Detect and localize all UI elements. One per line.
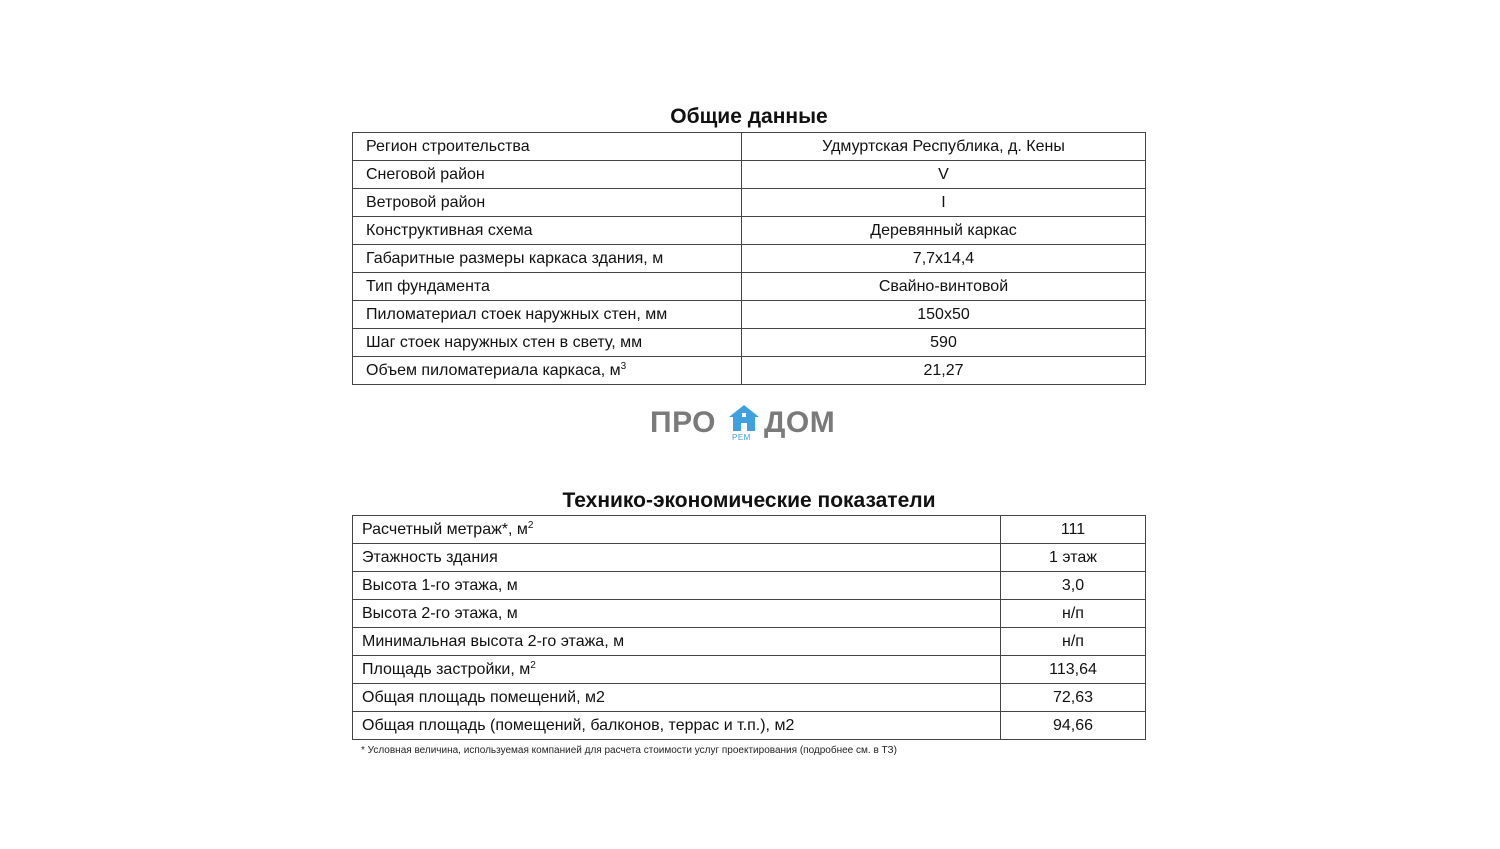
table-row <box>353 544 1146 572</box>
table-row <box>353 684 1146 712</box>
row-label-text: Объем пиломатериала каркаса, м <box>366 362 621 379</box>
row-value: Свайно-винтовой <box>742 273 1146 301</box>
row-label: Высота 2-го этажа, м <box>353 600 1001 628</box>
row-label <box>353 357 742 385</box>
company-logo <box>650 402 850 446</box>
row-label: Регион строительства <box>353 133 742 161</box>
table-row <box>353 516 1146 544</box>
table-row <box>353 712 1146 740</box>
row-value: 111 <box>1001 516 1146 544</box>
row-label: Конструктивная схема <box>353 217 742 245</box>
row-value: 7,7x14,4 <box>742 245 1146 273</box>
table-row <box>353 600 1146 628</box>
row-label: Габаритные размеры каркаса здания, м <box>353 245 742 273</box>
row-label: Ветровой район <box>353 189 742 217</box>
row-value: 3,0 <box>1001 572 1146 600</box>
table-row <box>353 217 1146 245</box>
row-value: 21,27 <box>742 357 1146 385</box>
table-row <box>353 189 1146 217</box>
row-label: Общая площадь помещений, м2 <box>353 684 1001 712</box>
tech-econ-title: Технико-экономические показатели <box>562 489 936 512</box>
row-value: Деревянный каркас <box>742 217 1146 245</box>
table-row <box>353 301 1146 329</box>
logo-subtext: РЕМ <box>732 433 751 442</box>
row-label-text: Площадь застройки, м <box>362 661 531 678</box>
table-row <box>353 628 1146 656</box>
logo-text-right: ДОМ <box>764 406 836 439</box>
footnote: * Условная величина, используемая компанией для расчета стоимости услуг проектирования (подробнее см. в ТЗ) <box>361 745 897 756</box>
unit-superscript: 2 <box>527 520 534 531</box>
row-label <box>353 656 1001 684</box>
row-value: 94,66 <box>1001 712 1146 740</box>
row-label <box>353 516 1001 544</box>
row-label: Снеговой район <box>353 161 742 189</box>
tech-econ-table <box>352 515 1146 740</box>
row-label-text: Расчетный метраж*, м <box>362 521 528 538</box>
row-value: н/п <box>1001 600 1146 628</box>
row-value: н/п <box>1001 628 1146 656</box>
row-label: Пиломатериал стоек наружных стен, мм <box>353 301 742 329</box>
row-label: Тип фундамента <box>353 273 742 301</box>
row-value: 1 этаж <box>1001 544 1146 572</box>
row-label: Минимальная высота 2-го этажа, м <box>353 628 1001 656</box>
table-row <box>353 161 1146 189</box>
general-data-title: Общие данные <box>670 105 828 128</box>
table-row <box>353 357 1146 385</box>
table-row <box>353 133 1146 161</box>
row-value: 72,63 <box>1001 684 1146 712</box>
house-icon <box>728 404 760 432</box>
row-label: Высота 1-го этажа, м <box>353 572 1001 600</box>
row-value: 590 <box>742 329 1146 357</box>
row-label: Общая площадь (помещений, балконов, террас и т.п.), м2 <box>353 712 1001 740</box>
row-label: Этажность здания <box>353 544 1001 572</box>
row-value: 113,64 <box>1001 656 1146 684</box>
row-value: V <box>742 161 1146 189</box>
unit-superscript: 2 <box>530 660 536 671</box>
row-label: Шаг стоек наружных стен в свету, мм <box>353 329 742 357</box>
table-row <box>353 656 1146 684</box>
unit-superscript: 3 <box>620 361 627 372</box>
table-row <box>353 273 1146 301</box>
row-value: 150x50 <box>742 301 1146 329</box>
general-data-table <box>352 132 1146 385</box>
table-row <box>353 329 1146 357</box>
row-value: I <box>742 189 1146 217</box>
row-value: Удмуртская Республика, д. Кены <box>742 133 1146 161</box>
logo-text-left: ПРО <box>650 406 717 439</box>
table-row <box>353 572 1146 600</box>
table-row <box>353 245 1146 273</box>
